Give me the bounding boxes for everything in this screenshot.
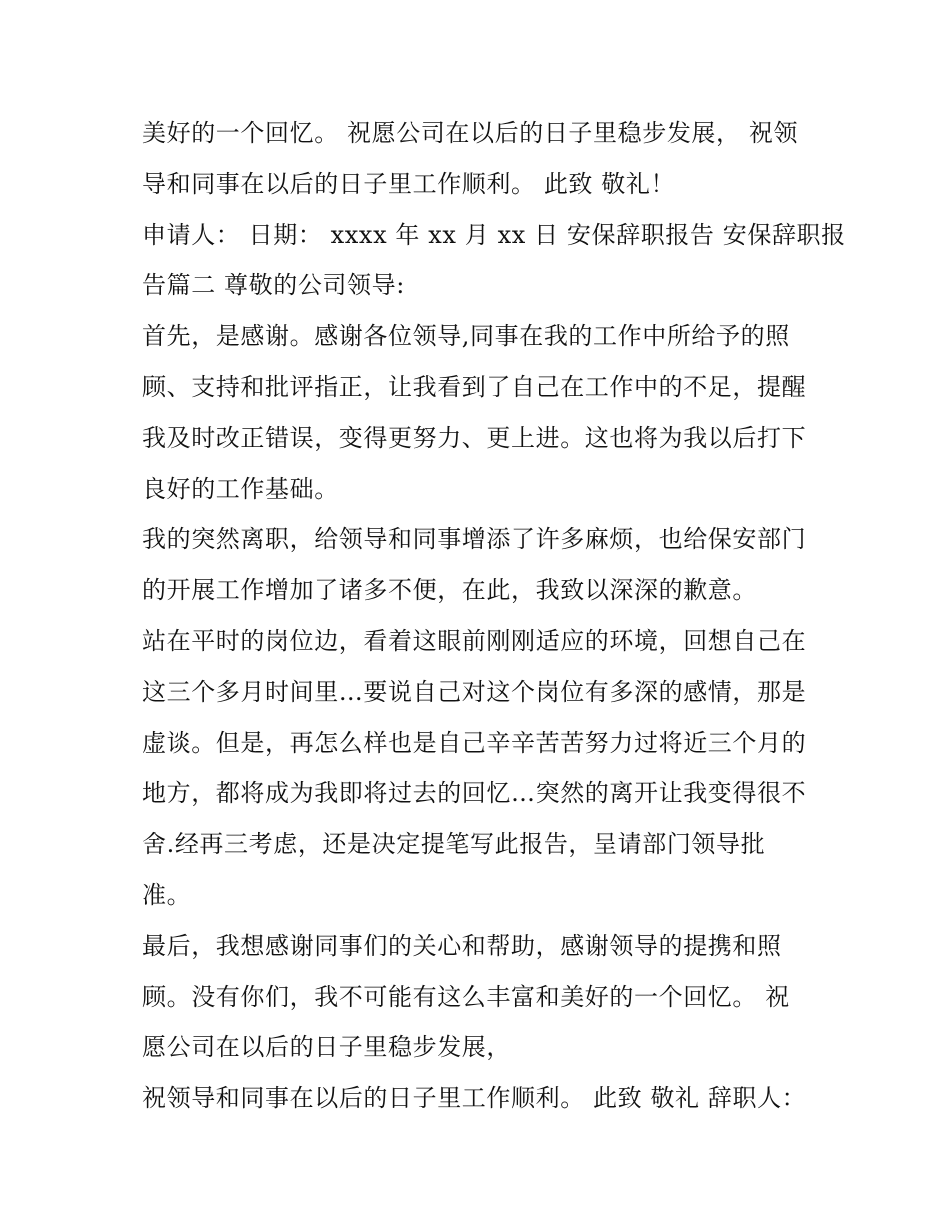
text-line: 愿公司在以后的日子里稳步发展， (142, 1033, 511, 1062)
text-line: 最后，我想感谢同事们的关心和帮助，感谢领导的提携和照 (142, 931, 782, 960)
text-line: 地方，都将成为我即将过去的回忆…突然的离开让我变得很不 (142, 779, 807, 808)
text-line: 舍.经再三考虑，还是决定提笔写此报告，呈请部门领导批 (142, 830, 766, 859)
text-line: 这三个多月时间里…要说自己对这个岗位有多深的感情，那是 (142, 677, 807, 706)
text-line: 准。 (142, 880, 192, 909)
text-line: 美好的一个回忆。 祝愿公司在以后的日子里稳步发展， 祝领 (142, 119, 799, 147)
text-line: 的开展工作增加了诸多不便，在此，我致以深深的歉意。 (142, 576, 757, 605)
text-line: 首先，是感谢。感谢各位领导,同事在我的工作中所给予的照 (142, 322, 790, 351)
text-line: 虚谈。但是，再怎么样也是自己辛辛苦苦努力过将近三个月的 (142, 728, 807, 757)
text-line: 站在平时的岗位边，看着这眼前刚刚适应的环境，回想自己在 (142, 626, 807, 655)
document-body (142, 108, 846, 1124)
text-line: 顾、支持和批评指正，让我看到了自己在工作中的不足，提醒 (142, 372, 807, 401)
text-line: 申请人： 日期： xxxx 年 xx 月 xx 日 安保辞职报告 安保辞职报 (142, 220, 846, 249)
text-line: 祝领导和同事在以后的日子里工作顺利。 此致 敬礼 辞职人： (142, 1084, 807, 1113)
text-line: 导和同事在以后的日子里工作顺利。 此致 敬礼！ (142, 169, 676, 198)
text-line: 良好的工作基础。 (142, 474, 339, 503)
text-line: 我的突然离职，给领导和同事增添了许多麻烦，也给保安部门 (142, 525, 807, 554)
text-line: 顾。没有你们，我不可能有这么丰富和美好的一个回忆。 祝 (142, 982, 790, 1011)
text-line: 告篇二 尊敬的公司领导: (142, 271, 405, 300)
text-line: 我及时改正错误，变得更努力、更上进。这也将为我以后打下 (142, 423, 807, 452)
